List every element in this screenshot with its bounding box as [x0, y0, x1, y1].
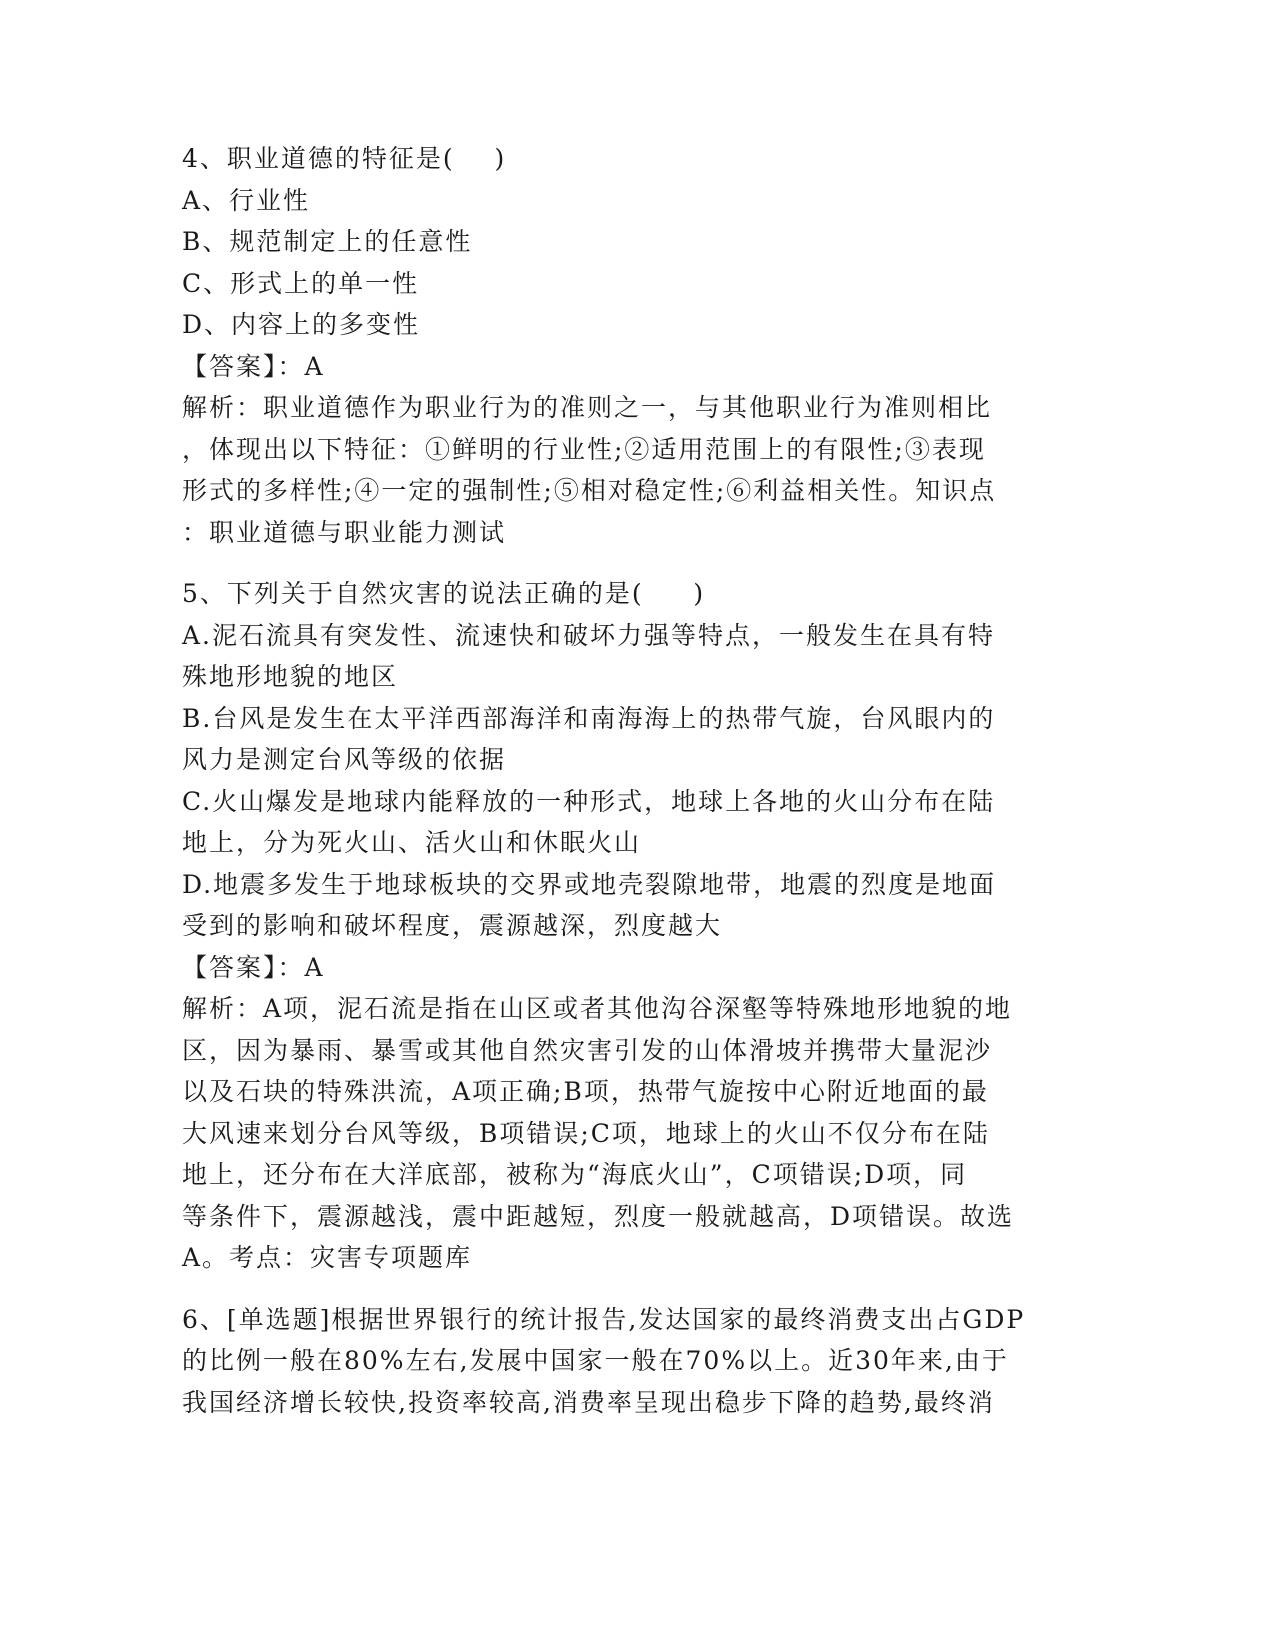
question-stem: 5、下列关于自然灾害的说法正确的是( ) — [182, 579, 706, 608]
option-line: 殊地形地貌的地区 — [182, 662, 399, 691]
analysis-line: 形式的多样性;④一定的强制性;⑤相对稳定性;⑥利益相关性。知识点 — [182, 476, 997, 505]
option-line: C.火山爆发是地球内能释放的一种形式，地球上各地的火山分布在陆 — [182, 786, 996, 816]
question-text-line: 的比例一般在80%左右,发展中国家一般在70%以上。近30年来,由于 — [182, 1346, 1009, 1375]
analysis-line: ，体现出以下特征：①鲜明的行业性;②适用范围上的有限性;③表现 — [182, 434, 986, 464]
option-line: 地上，分为死火山、活火山和休眠火山 — [182, 828, 642, 857]
option-line: 受到的影响和破坏程度，震源越深，烈度越大 — [182, 911, 723, 940]
section-gap — [182, 553, 1042, 573]
analysis-line: ：职业道德与职业能力测试 — [182, 517, 507, 547]
question-text-line: 我国经济增长较快,投资率较高,消费率呈现出稳步下降的趋势,最终消 — [182, 1387, 995, 1417]
option-b: B、规范制定上的任意性 — [182, 227, 473, 256]
option-line: A.泥石流具有突发性、流速快和破坏力强等特点，一般发生在具有特 — [182, 620, 996, 650]
section-gap — [182, 1279, 1042, 1299]
option-line: B.台风是发生在太平洋西部海洋和南海海上的热带气旋，台风眼内的 — [182, 703, 996, 733]
option-a: A、行业性 — [182, 185, 311, 215]
analysis-line: 解析：职业道德作为职业行为的准则之一，与其他职业行为准则相比 — [182, 393, 993, 422]
answer-line: 【答案】：A — [182, 952, 325, 982]
analysis-line: 解析：A项，泥石流是指在山区或者其他沟谷深壑等特殊地形地貌的地 — [182, 994, 1013, 1023]
option-c: C、形式上的单一性 — [182, 268, 420, 298]
document-page — [182, 138, 1042, 1423]
question-text-line: 6、[单选题]根据世界银行的统计报告,发达国家的最终消费支出占GDP — [182, 1304, 1026, 1334]
question-stem: 4、职业道德的特征是( ) — [182, 144, 507, 173]
analysis-line: A。考点：灾害专项题库 — [182, 1243, 473, 1272]
question-6 — [182, 1299, 1042, 1424]
analysis-line: 等条件下，震源越浅，震中距越短，烈度一般就越高，D项错误。故选 — [182, 1201, 1015, 1231]
option-line: 风力是测定台风等级的依据 — [182, 745, 507, 774]
option-line: D.地震多发生于地球板块的交界或地壳裂隙地带，地震的烈度是地面 — [182, 869, 997, 899]
question-5 — [182, 573, 1042, 1279]
option-d: D、内容上的多变性 — [182, 310, 421, 339]
answer-line: 【答案】：A — [182, 351, 325, 381]
question-4 — [182, 138, 1042, 553]
analysis-line: 地上，还分布在大洋底部，被称为“海底火山”，C项错误;D项，同 — [182, 1160, 968, 1189]
analysis-line: 大风速来划分台风等级，B项错误;C项，地球上的火山不仅分布在陆 — [182, 1118, 990, 1148]
analysis-line: 区，因为暴雨、暴雪或其他自然灾害引发的山体滑坡并携带大量泥沙 — [182, 1035, 993, 1065]
analysis-line: 以及石块的特殊洪流，A项正确;B项，热带气旋按中心附近地面的最 — [182, 1077, 989, 1106]
